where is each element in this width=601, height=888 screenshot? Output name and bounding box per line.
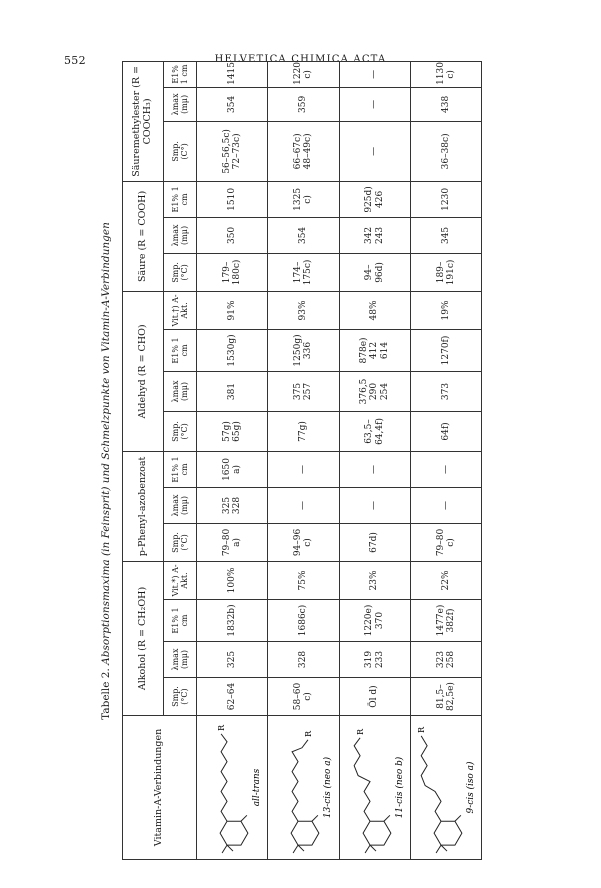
table-cell (197, 371, 268, 411)
compound-cell (197, 716, 268, 860)
table-cell (197, 523, 268, 561)
cell-value: 1220 (293, 61, 304, 85)
isomer-label: all-trans (251, 768, 262, 807)
table-cell (339, 87, 410, 121)
cell-value: 64f) (440, 422, 451, 441)
table-cell (197, 253, 268, 291)
table-cell (410, 523, 481, 561)
caption-strip (96, 82, 116, 860)
retinoid-structure-icon (272, 716, 334, 859)
table-cell (339, 561, 410, 599)
cell-value: 36–38c) (440, 133, 451, 170)
subheader-vit-aldehyd: Vit.†) A-Akt. (164, 291, 197, 329)
cell-value: 319 (364, 650, 375, 669)
cell-value: 370 (374, 611, 385, 630)
table-cell (339, 523, 410, 561)
table-cell (268, 181, 339, 217)
table-body (197, 61, 482, 859)
table-cell (268, 523, 339, 561)
cell-value: 48% (369, 300, 380, 321)
isomer-label: 11-cis (neo b) (394, 756, 405, 819)
subheader-lmax: λmax (mμ) (164, 487, 197, 523)
cell-value: 174– (293, 261, 304, 284)
cell-value: 179– (221, 261, 232, 284)
caption-lead: Tabelle 2. (100, 668, 112, 720)
cell-value: 100% (226, 567, 237, 594)
cell-value: 63,5– (364, 419, 375, 444)
substituent-label: R (355, 728, 365, 735)
cell-value: 94– (364, 264, 375, 281)
running-head: HELVETICA CHIMICA ACTA (214, 54, 387, 65)
subheader-e1: E1% 1 cm (164, 181, 197, 217)
cell-value: 91% (226, 300, 237, 321)
table-cell (410, 642, 481, 678)
subheader-lmax: λmax (mμ) (164, 371, 197, 411)
cell-value: 1270f) (440, 335, 451, 366)
cell-value: 325 (226, 650, 237, 669)
table-row (197, 61, 268, 859)
cell-value: 1686c) (298, 604, 309, 637)
table-cell (410, 253, 481, 291)
table-cell (197, 451, 268, 487)
subheader-lmax: λmax (mμ) (164, 217, 197, 253)
group-phenylazobenzoat: p-Phenyl-azobenzoat (123, 451, 164, 561)
subheader-e1: E1% 1 cm (164, 61, 197, 87)
table-cell (197, 181, 268, 217)
table-cell (339, 600, 410, 642)
subheader-smp: Smp. (°C) (164, 253, 197, 291)
cell-value: 336 (303, 341, 314, 360)
cell-value: c) (303, 70, 314, 79)
cell-value: 180c) (232, 259, 243, 286)
table-cell (339, 451, 410, 487)
cell-value: 175c) (303, 259, 314, 286)
table-cell (339, 487, 410, 523)
table-cell (268, 487, 339, 523)
table-cell (339, 678, 410, 716)
retinoid-structure-icon (201, 716, 263, 859)
subheader-smp: Smp. (°C) (164, 678, 197, 716)
cell-value: 354 (298, 226, 309, 245)
cell-value: 342 (364, 226, 375, 245)
cell-value: 1250g) (293, 334, 304, 367)
subheader-smp-short: Smp. (170, 141, 180, 162)
isomer-label: 9-cis (iso a) (465, 761, 476, 814)
cell-value: 328 (298, 650, 309, 669)
group-saeuremethylester: Säuremethylester (R = COOCH₃) (123, 61, 164, 181)
table-cell (197, 217, 268, 253)
table-cell (410, 329, 481, 371)
table-cell (410, 371, 481, 411)
cell-value: 19% (440, 300, 451, 321)
cell-value: 96d) (374, 262, 385, 283)
table-cell (268, 121, 339, 181)
table-cell (410, 487, 481, 523)
table-cell (410, 600, 481, 642)
table-cell (268, 329, 339, 371)
retinoid-structure-icon (344, 716, 406, 859)
caption-title: Absorptionsmaxima (in Feinsprit) und Schmelzpunkte von Vitamin-A-Verbindungen (100, 222, 112, 665)
table-cell (197, 411, 268, 451)
cell-value: 233 (374, 650, 385, 669)
cell-value: 345 (440, 226, 451, 245)
cell-value: 22% (440, 570, 451, 591)
cell-value: a) (232, 465, 243, 474)
substituent-label: R (304, 730, 314, 737)
cell-value: 438 (440, 95, 451, 113)
cell-value: 1130 (435, 61, 446, 85)
cell-value: — (440, 464, 451, 474)
cell-value: 48–49c) (303, 133, 314, 170)
table-row (410, 61, 481, 859)
subheader-e1: E1% 1 cm (164, 451, 197, 487)
cell-value: 23% (369, 570, 380, 591)
page-number: 552 (64, 54, 86, 67)
table-cell (410, 181, 481, 217)
cell-value: 65g) (232, 421, 243, 442)
cell-value: 878e) (359, 337, 370, 364)
table-cell (339, 411, 410, 451)
cell-value: — (369, 99, 380, 109)
table-cell (268, 87, 339, 121)
table-cell (410, 217, 481, 253)
cell-value: 66–67c) (293, 133, 304, 170)
table-cell (339, 371, 410, 411)
cell-value: a) (232, 538, 243, 547)
table-cell (268, 451, 339, 487)
cell-value: 328 (232, 496, 243, 515)
cell-value: c) (303, 538, 314, 547)
cell-value: 82,5e) (445, 682, 456, 711)
retinoid-structure-icon (415, 716, 477, 859)
cell-value: 77g) (298, 421, 309, 442)
substituent-label: R (417, 726, 427, 733)
cell-value: 254 (379, 382, 390, 401)
table-cell (410, 87, 481, 121)
cell-value: 354 (226, 95, 237, 113)
cell-value: 79–80 (435, 528, 446, 557)
cell-value: — (369, 69, 380, 79)
cell-value: 258 (445, 650, 456, 669)
subheader-smp: Smp. (°C) (164, 523, 197, 561)
cell-value: — (440, 500, 451, 510)
cell-value: 1530g) (226, 334, 237, 367)
group-aldehyd: Aldehyd (R = CHO) (123, 291, 164, 451)
cell-value: 257 (303, 382, 314, 401)
subheader-lmax: λmax (mμ) (164, 87, 197, 121)
cell-value: 381 (226, 382, 237, 401)
table-cell (268, 61, 339, 87)
cell-value: 64,4f) (374, 418, 385, 445)
table-cell (268, 411, 339, 451)
table-cell (339, 642, 410, 678)
table-cell (197, 600, 268, 642)
table-cell (197, 61, 268, 87)
compound-cell (339, 716, 410, 860)
cell-value: 325 (221, 496, 232, 515)
subheader-smp-unit: (C°) (180, 143, 189, 160)
subheader-smp: Smp. (°C) (164, 411, 197, 451)
table-cell (197, 121, 268, 181)
group-saeure: Säure (R = COOH) (123, 181, 164, 291)
cell-value: 58–60 (293, 682, 304, 711)
table-cell (197, 678, 268, 716)
cell-value: c) (303, 195, 314, 204)
cell-value: — (298, 500, 309, 510)
cell-value: Öl d) (369, 685, 380, 708)
table-cell (339, 121, 410, 181)
cell-value: 189– (435, 261, 446, 284)
vitamin-a-table (122, 61, 482, 860)
cell-value: 191c) (445, 259, 456, 286)
table-cell (268, 217, 339, 253)
cell-value: 1415 (226, 61, 237, 85)
table-cell (410, 678, 481, 716)
cell-value: 1325 (293, 187, 304, 211)
cell-value: 75% (298, 570, 309, 591)
cell-value: 373 (440, 382, 451, 401)
table-cell (410, 121, 481, 181)
cell-value: — (369, 464, 380, 474)
table-cell (197, 291, 268, 329)
cell-value: 1230 (440, 187, 451, 211)
table-cell (268, 253, 339, 291)
cell-value: 81,5– (435, 684, 446, 709)
cell-value: — (369, 500, 380, 510)
cell-value: 243 (374, 226, 385, 245)
table-container (122, 61, 482, 860)
table-cell (268, 600, 339, 642)
cell-value: 382f) (445, 608, 456, 633)
table-cell (197, 642, 268, 678)
compound-cell (268, 716, 339, 860)
cell-value: 412 (369, 341, 380, 360)
subheader-vit: Vit.*) A-Akt. (164, 561, 197, 599)
cell-value: 67d) (369, 532, 380, 553)
subheader-e1: E1% 1 cm (164, 329, 197, 371)
cell-value: 350 (226, 226, 237, 245)
cell-value: 359 (298, 95, 309, 113)
table-row (339, 61, 410, 859)
table-cell (268, 678, 339, 716)
isomer-label: 13-cis (neo a) (323, 756, 334, 819)
table-cell (339, 61, 410, 87)
table-cell (410, 61, 481, 87)
cell-value: 57g) (221, 421, 232, 442)
table-cell (339, 181, 410, 217)
table-cell (197, 487, 268, 523)
table-cell (197, 561, 268, 599)
cell-value: — (369, 146, 380, 156)
table-cell (410, 411, 481, 451)
table-cell (410, 451, 481, 487)
table-cell (410, 561, 481, 599)
table-caption (100, 222, 112, 720)
cell-value: 925d) (364, 186, 375, 213)
cell-value: 323 (435, 650, 446, 669)
cell-value: 79–80 (221, 528, 232, 557)
cell-value: 1650 (221, 458, 232, 481)
cell-value: c) (445, 70, 456, 79)
cell-value: 426 (374, 190, 385, 208)
header-group-row (123, 61, 164, 859)
cell-value: c) (303, 692, 314, 701)
cell-value: 614 (379, 341, 390, 360)
cell-value: 1477e) (435, 604, 446, 637)
table-cell (410, 291, 481, 329)
cell-value: c) (445, 538, 456, 547)
table-cell (339, 329, 410, 371)
table-cell (268, 642, 339, 678)
table-cell (268, 561, 339, 599)
table-cell (339, 217, 410, 253)
cell-value: — (298, 464, 309, 474)
cell-value: 290 (369, 382, 380, 401)
cell-value: 1832b) (226, 604, 237, 637)
cell-value: 62–64 (226, 682, 237, 711)
cell-value: 56–56,5c) (221, 129, 232, 174)
subheader-lmax: λmax (mμ) (164, 642, 197, 678)
subheader-smp-ester (164, 121, 197, 181)
cell-value: 1510 (226, 187, 237, 211)
cell-value: 1220e) (364, 604, 375, 637)
cell-value: 375 (293, 382, 304, 401)
subheader-e1: E1% 1 cm (164, 600, 197, 642)
compound-cell (410, 716, 481, 860)
table-cell (268, 291, 339, 329)
cell-value: 93% (298, 300, 309, 321)
table-cell (339, 253, 410, 291)
compound-column-header: Vitamin-A-Verbindungen (123, 716, 197, 860)
cell-value: 376,5 (359, 378, 370, 405)
group-alkohol: Alkohol (R = CH₂OH) (123, 561, 164, 715)
cell-value: 94–96 (293, 528, 304, 557)
rotated-table (122, 61, 482, 860)
table-cell (197, 87, 268, 121)
table-cell (339, 291, 410, 329)
table-row (268, 61, 339, 859)
cell-value: 72–73c) (232, 133, 243, 170)
substituent-label: R (217, 724, 227, 731)
table-cell (197, 329, 268, 371)
table-cell (268, 371, 339, 411)
